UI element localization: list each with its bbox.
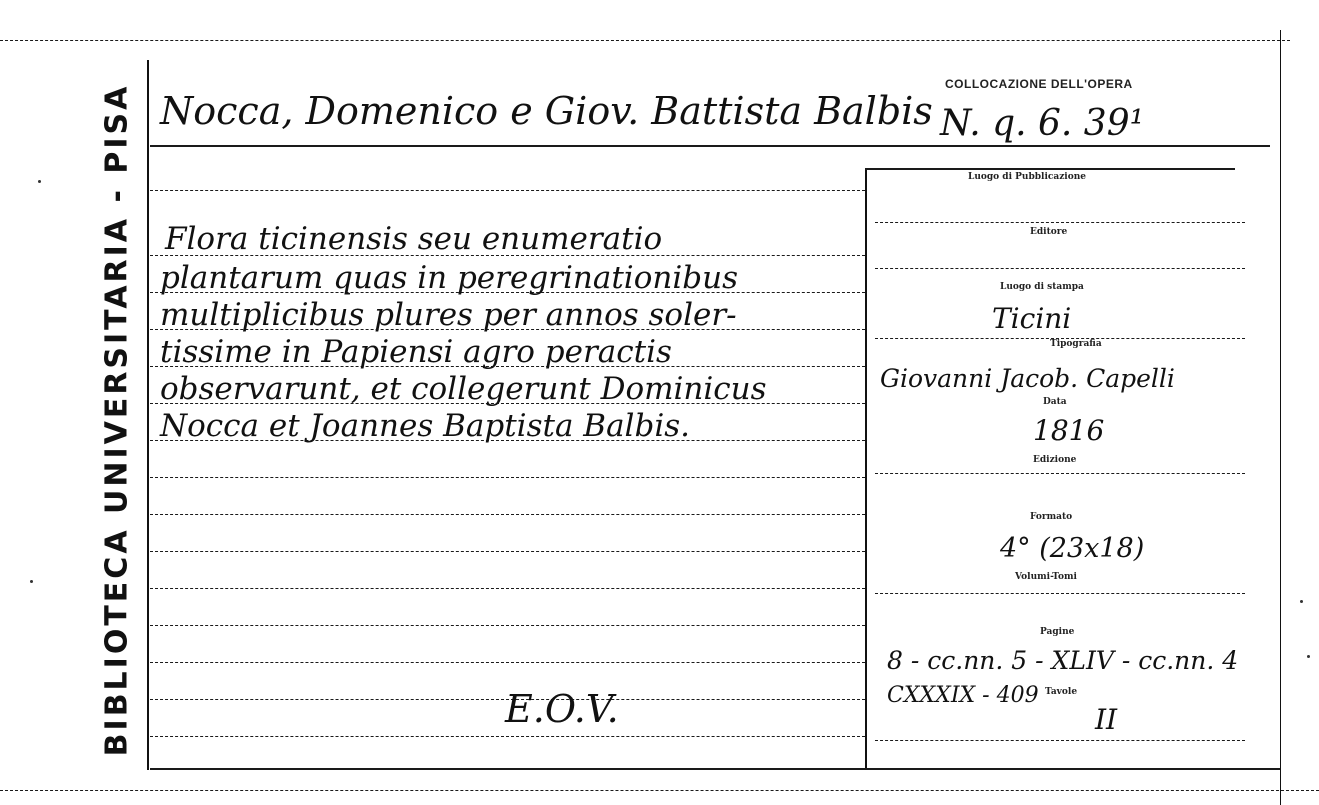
collocation-value: N. q. 6. 39¹	[940, 103, 1145, 144]
bottom-handwritten-mark: E.O.V.	[505, 687, 619, 731]
ruled-line	[150, 625, 865, 626]
luogo-stampa-value: Ticini	[992, 302, 1072, 335]
left-margin-rule	[147, 60, 149, 770]
pagine-label: Pagine	[1040, 627, 1075, 637]
bottom-edge-line	[150, 768, 1280, 770]
right-column-top-rule	[865, 168, 1235, 170]
ruled-line	[150, 551, 865, 552]
right-ruled-line	[875, 593, 1245, 594]
volumi-label: Volumi-Tomi	[1015, 572, 1077, 582]
scan-speck	[30, 580, 33, 583]
tavole-value: II	[1095, 703, 1118, 736]
right-column-rule	[865, 168, 867, 768]
scan-speck	[1300, 600, 1303, 603]
luogo-stampa-label: Luogo di stampa	[1000, 282, 1084, 292]
ruled-line	[150, 190, 865, 191]
collocation-label: COLLOCAZIONE DELL'OPERA	[945, 77, 1133, 91]
right-ruled-line	[875, 268, 1245, 269]
formato-value: 4° (23x18)	[1000, 533, 1145, 564]
data-value: 1816	[1033, 414, 1105, 447]
tipografia-label: Tipografia	[1050, 339, 1102, 349]
ruled-line	[150, 477, 865, 478]
title-line-4: tissime in Papiensi agro peractis	[160, 334, 672, 370]
pagine-value-2: CXXXIX - 409	[887, 683, 1039, 708]
bottom-scan-line	[0, 790, 1319, 791]
title-line-2: plantarum quas in peregrinationibus	[160, 260, 738, 296]
author-heading: Nocca, Domenico e Giov. Battista Balbis	[160, 89, 933, 133]
pagine-value-1: 8 - cc.nn. 5 - XLIV - cc.nn. 4	[887, 646, 1239, 675]
scan-speck	[1307, 655, 1310, 658]
title-line-5: observarunt, et collegerunt Dominicus	[160, 371, 767, 407]
title-line-1: Flora ticinensis seu enumeratio	[165, 221, 663, 257]
right-edge-line	[1280, 30, 1281, 805]
ruled-line	[150, 514, 865, 515]
right-ruled-line	[875, 473, 1245, 474]
data-label: Data	[1043, 397, 1067, 407]
library-side-label: BIBLIOTECA UNIVERSITARIA - PISA	[99, 83, 135, 757]
editore-label: Editore	[1030, 227, 1068, 237]
formato-label: Formato	[1030, 512, 1073, 522]
title-line-3: multiplicibus plures per annos soler-	[160, 297, 737, 333]
edizione-label: Edizione	[1033, 455, 1077, 465]
top-edge-line	[0, 40, 1290, 41]
ruled-line	[150, 588, 865, 589]
header-rule	[150, 145, 1270, 147]
tavole-label: Tavole	[1045, 687, 1078, 697]
scan-speck	[38, 180, 41, 183]
ruled-line	[150, 736, 865, 737]
right-ruled-line	[875, 740, 1245, 741]
luogo-pubblicazione-label: Luogo di Pubblicazione	[968, 172, 1086, 182]
right-ruled-line	[875, 222, 1245, 223]
title-line-6: Nocca et Joannes Baptista Balbis.	[160, 408, 690, 444]
tipografia-value: Giovanni Jacob. Capelli	[880, 364, 1175, 393]
ruled-line	[150, 662, 865, 663]
